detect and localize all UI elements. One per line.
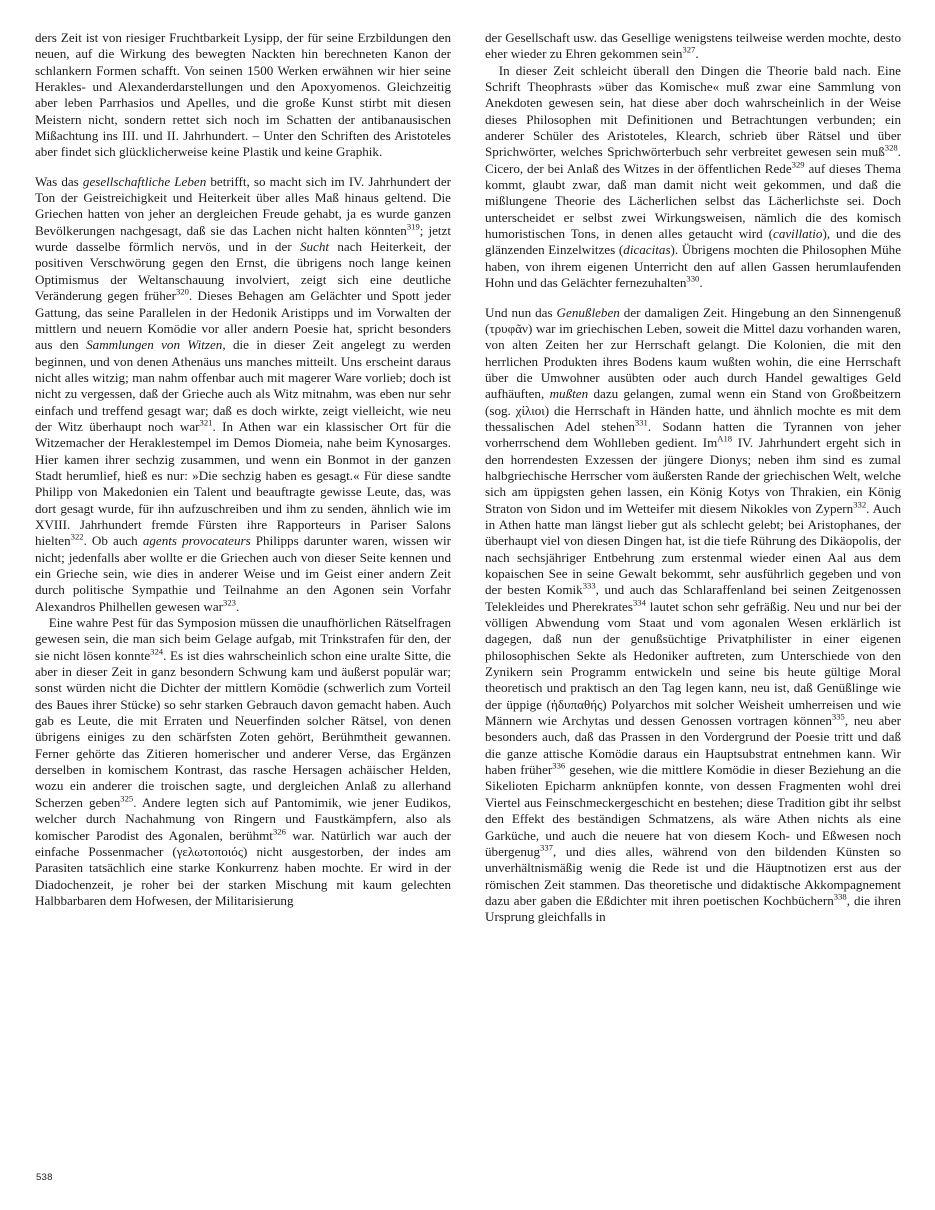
footnote-marker: 332 (853, 499, 867, 510)
text-run: betrifft, so macht sich im IV. Jahrhundert der Ton der Geistreichigkeit und Heiterkeit über alles Maß hinaus geltend. Die Griechen hatten von jeher an dergleichen Freude gehabt, ja es wurde ganzen Bevölkerungen nachgesagt, daß sie das Lachen nicht halten könnten (35, 173, 451, 238)
paragraph (485, 30, 901, 63)
text-run: gesehen, wie die mittlere Komödie in dieser Beziehung an die Sikelioten Epicharm anknüpfen konnte, von dessen Fragmenten wohl drei Viertel aus Feinschmeckergeschicht en bestehen; diese Tradition gibt ihr selbst den Effekt des beständigen Schmatzens, als wäre Athen nichts als eine Garküche, und auch die neuere hat von diesem Koch- und Eßwesen noch übergenug (485, 762, 901, 859)
text-run: ), und die des glänzenden Einzelwitzes ( (485, 226, 902, 258)
footnote-marker: 322 (70, 531, 84, 542)
footnote-marker: 335 (831, 711, 845, 722)
italic-run: Sammlungen von Witzen, (86, 337, 226, 353)
footnote-marker: A18 (717, 433, 733, 444)
paragraph (485, 63, 901, 292)
left-text-column (35, 30, 451, 1160)
text-run: , und dies alles, während von den bildenden Künsten so unverhältnismäßig wenig die Rede ist und die Häuptnotizen erst aus der römischen Zeit stammen. Das theoretische und didaktische Akkompagnement dazu aber gaben die Eßdichter mit ihren poetischen Kochbüchern (485, 843, 901, 908)
text-run: . Dieses Behagen am Gelächter und Spott jeder Gattung, das seine Parallelen in der Hedonik Aristipps und im Vorwalten der mittlern und neuern Komödie vor aller andern Poesie hat, spricht besonders aus den (35, 288, 451, 353)
text-run: ). Übrigens mochten die Philosophen Mühe haben, von ihrem eigenen Unterricht den auf allen Gassen herumlaufenden Hohn und das Gelächter fernezuhalten (485, 242, 902, 291)
text-run: der Gesellschaft usw. das Gesellige wenigstens teilweise werden mochte, desto eher wieder zu Ehren gekommen sein (485, 30, 901, 62)
italic-run: mußten (549, 386, 589, 402)
text-run: war. Natürlich war auch der einfache Possenmacher (γελωτοποιός) nicht ausgestorben, der indes am Parasiten tatsächlich eine starke Konkurrenz haben mochte. Er wird in der Diadochenzeit, je roher bei der starken Mischung mit kaum gelechten Halbbarbaren dem Hofwesen, der Militarisierung (35, 827, 451, 908)
footnote-marker: 329 (791, 159, 805, 170)
text-run: . Cicero, der bei Anlaß des Witzes in der öffentlichen Rede (485, 144, 901, 176)
footnote-marker: 321 (199, 417, 213, 428)
footnote-marker: 337 (540, 842, 553, 853)
footnote-marker: 336 (552, 760, 566, 771)
footnote-marker: 323 (223, 597, 236, 608)
italic-run: gesellschaftliche Leben (82, 173, 207, 189)
text-run: Was das (35, 173, 83, 189)
italic-run: cavillatio (773, 226, 823, 242)
right-text-column (485, 30, 901, 1160)
text-run: Philipps darunter waren, wissen wir nicht; jedenfalls aber wollte er die Griechen auch von dieser Seite kennen und ein Grieche sein, wie dies in anderer Weise und im Geist einer andern Zeit durch politische Sympathie und Teilnahme an den Agonen sein Vorfahr Alexandros Philhellen gewesen war (35, 533, 451, 614)
footnote-marker: 328 (884, 143, 898, 154)
text-run: der damaligen Zeit. Hingebung an den Sinnengenuß (τρυφᾶν) war im griechischen Leben, soweit die Mittel dazu vorhanden waren, von alten Zeiten her zur Herrschaft gelangt. Die Kolonien, die mit den herrlichen Produkten ihres Bodens kaum wußten wohin, die eine Herrschaft über die Umwohner ausübten oder auch durch Handel gewaltiges Geld aufhäuften, (485, 304, 901, 402)
footnote-marker: 333 (582, 580, 596, 591)
footnote-marker: 326 (272, 826, 286, 837)
text-run: . Sodann hatten die Tyrannen von jeher vorherrschend dem Wohlleben gedient. Im (485, 418, 901, 451)
text-run: , und auch das Schlaraffenland bei seinen Zeitgenossen Telekleides und Pherekrates (485, 582, 902, 614)
text-run: In dieser Zeit schleicht überall den Dingen die Theorie bald nach. Eine Schrift Theophrasts »über das Komische« muß zwar eine Sammlung von Anekdoten gewesen sein, hat diese aber doch wahrscheinlich in der Weise dieses Philosophen mit Definitionen und Betrachtungen verbunden; ein anderer Schüler des Aristoteles, Klearch, schrieb über Rätsel und über Sprichwörter, welches Sprichwörterbuch sehr verbreitet gewesen sein muß (485, 62, 901, 160)
paragraph (35, 174, 451, 615)
text-run: IV. Jahrhundert ergeht sich in den horrendesten Exzessen der jüngere Dionys; neben ihm sind es zumal halbgriechische Herrscher vom äußersten Rande der griechischen Welt, welche sich am üppigsten gehen lassen, ein König Kotys von Thrakien, ein König Straton von Sidon und im Wetteifer mit diesem Nikokles von Zypern (485, 435, 901, 516)
text-run: lautet schon sehr gefräßig. Neu und nur bei der völligen Abwendung vom Staat und vom agonalen Wesen erklärlich ist dagegen, daß nun der genußsüchtige Privatphilister in einer eigenen philosophischen Sekte als Hedoniker auftreten, zum Unterschiede von den Zynikern sein Programm entwickeln und seine bis heute gültige Moral theoretisch und praktisch an den Tag legen kann, neu ist, daß Genüßlinge wie der üppige (ἡδυπαθής) Polyarchos mit solcher Weisheit umherreisen und wie Männern wie Archytas und dessen Genossen vortragen können (485, 598, 901, 729)
footnote-marker: 319 (406, 221, 420, 232)
text-run: ders Zeit ist von riesiger Fruchtbarkeit Lysipp, der für seine Erzbildungen den neuen, auf die Wirkung des bewegten Nackten hin berechneten Kanon der schlankern Formen schafft. Von seinen 1500 Werken erwähnen wir hier seine Herakles- und Alexanderdarstellungen und den Apoxyomenos. Gleichzeitig aber leben Parrhasios und Apelles, und die große Kunst stirbt mit diesen Meistern nicht, sondern rettet sich noch im Schatten der antibanausischen Mißachtung ins III. und II. Jahrhundert. – Unter den Schriften des Aristoteles aber findet sich glücklicherweise keine Plastik und keine Graphik. (35, 30, 451, 160)
italic-run: Genußleben (556, 304, 620, 320)
page-number: 538 (36, 1172, 53, 1183)
text-run: . (235, 598, 240, 614)
footnote-marker: 327 (682, 44, 696, 55)
paragraph (485, 305, 901, 926)
footnote-marker: 334 (632, 597, 646, 608)
italic-run: Sucht (299, 239, 330, 255)
text-run: auf dieses Thema kommt, glaubt zwar, daß man damit nicht weit gekommen, und daß die mißlungene Theorie des Lächerlichen selbst das Lächerlichste sei. Doch unterscheidet er selbst zwei Wirkungsweisen, nämlich die des komisch humoristischen Tons, in denen alles getaucht wird ( (485, 160, 901, 242)
text-columns (35, 30, 901, 1160)
text-run: . Auch in Athen hatte man längst lieber gut als schlecht gelebt; bei Aristophanes, der überhaupt viel von diesen Dingen hat, ist die tiefe Rührung des Dikäopolis, der nach sechsjähriger Entbehrung zum erstenmal wieder einen Aal aus dem kopaischen See in seine Gewalt bekommt, sehr ausführlich gegeben und von der besten Komik (485, 500, 901, 598)
text-run: , neu aber besonders auch, daß das Prassen in den Vordergrund der Poesie tritt und daß die ganze attische Komödie daraus ein Hauptsubstrat entnehmen kann. Wir haben früher (485, 713, 901, 778)
footnote-marker: 320 (175, 286, 189, 297)
text-run: . (695, 46, 699, 62)
footnote-marker: 330 (686, 273, 700, 284)
text-run: Eine wahre Pest für das Symposion müssen die unaufhörlichen Rätselfragen gewesen sein, die man sich beim Gelage aufgab, mit Trinkstrafen für den, der sie nicht lösen konnte (35, 615, 451, 663)
text-run: . (699, 275, 703, 291)
italic-run: agents provocateurs (142, 533, 251, 549)
text-run: nach Heiterkeit, der positiven Verschwörung gegen den Ernst, die übrigens noch lange keinen Optimismus der Weltanschauung involviert, zeigt sich eine deutliche Veränderung gegen früher (35, 239, 451, 304)
text-run: ; jetzt wurde dasselbe förmlich nervös, und in der (35, 222, 451, 255)
text-run: . Andere legten sich auf Pantomimik, wie jener Eudikos, welcher durch Nachahmung von Ringern und Faustkämpfern, also als komischer Parodist des Agonalen, berühmt (35, 794, 451, 843)
text-run: . Ob auch (83, 533, 143, 549)
footnote-marker: 331 (634, 417, 648, 428)
footnote-marker: 324 (150, 646, 164, 657)
text-run: Und nun das (485, 304, 557, 320)
text-run: . Es ist dies wahrscheinlich schon eine uralte Sitte, die aber in dieser Zeit in ganz besondern Schwung kam und äußerst populär war; sonst würden nicht die Dichter der mittlern Komödie (schwerlich zum Vorteil des Baues ihrer Stücke) so sehr starken Gebrauch davon gemacht haben. Auch gab es Leute, die mit Erraten und Neuerfinden solcher Rätsel, von denen übrigens einiges zu den schärfsten Zoten gehört, Berühmtheit gewannen. Ferner gehörte das Zitieren homerischer und anderer Verse, das Ergänzen derselben in komischem Kontrast, das rasche Hersagen achäischer Helden, wozu ein anderer die troischen sagte, und dergleichen Anlaß zu allerhand Scherzen geben (35, 647, 451, 810)
text-run: , die ihren Ursprung gleichfalls in (485, 892, 901, 925)
italic-run: dicacitas (623, 242, 671, 258)
paragraph (35, 615, 451, 909)
footnote-marker: 338 (833, 891, 847, 902)
text-run: dazu gelangen, zumal wenn ein Stand von Großbeitzern (sog. χίλιοι) die Herrschaft in Händen hatte, und ähnlich mochte es mit dem thessalischen Adel stehen (485, 386, 901, 434)
paragraph (35, 30, 451, 161)
text-run: . In Athen war ein klassischer Ort für die Witzemacher der Heraklestempel im Demos Diomeia, nahe beim Kynosarges. Hier kamen ihrer sechzig zusammen, und wenn ein Bonmot in der ganzen Stadt herumlief, hieß es nur: »Die sechzig haben es gesagt.« Für diese sandte Philipp von Makedonien ein Talent und beauftragte gewisse Leute, das, was dort gesagt wurde, für ihn aufzuschreiben und ihm zu senden, ähnlich wie im XVIII. Jahrhundert fremde Fürsten ihre Rapporteurs in Pariser Salons hielten (35, 418, 451, 549)
footnote-marker: 325 (120, 793, 134, 804)
text-run: die in dieser Zeit angelegt zu werden beginnen, und von denen Athenäus uns manches mitteilt. Uns erscheint daraus nicht alles witzig; man nahm offenbar auch mit magerer Ware vorlieb; doch ist nicht zu vergessen, daß der Grieche auch als Witz mitnahm, was eben nur sehr einfach und treffend gesagt war; daß es doch wirkte, zeigt vielleicht, wie neu der Witz überhaupt noch war (35, 337, 451, 434)
